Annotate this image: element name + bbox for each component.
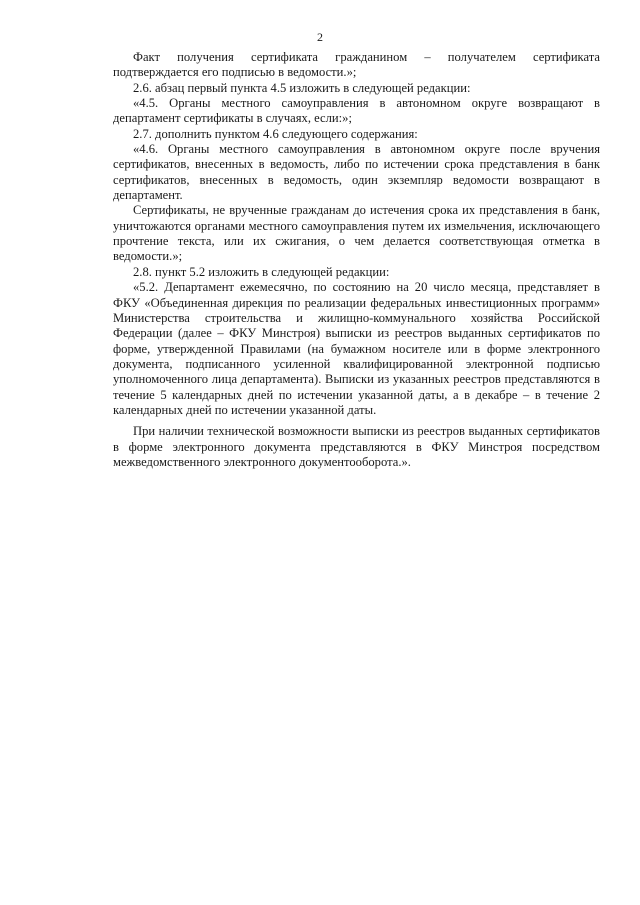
paragraph: «4.6. Органы местного самоуправления в автономном округе после вручения сертификатов, внесенных в ведомость, либо по истечении срока представления в банк сертификатов, внесенных в ведомость, один экземпляр ведомости возвращают в департамент. (113, 142, 600, 203)
paragraph: 2.8. пункт 5.2 изложить в следующей редакции: (133, 264, 390, 279)
paragraph: 2.6. абзац первый пункта 4.5 изложить в следующей редакции: (133, 80, 471, 95)
paragraph: «5.2. Департамент ежемесячно, по состоянию на 20 число месяца, представляет в ФКУ «Объединенная дирекция по реализации федеральных инвестиционных программ» Министерства строительства и жилищно-коммунального хозяйства Российской Федерации (далее – ФКУ Минстроя) выписки из реестров выданных сертификатов по форме, утвержденной Правилами (на бумажном носителе или в форме электронного документа, подписанного усиленной квалифицированной электронной подписью уполномоченного лица департамента). Выписки из указанных реестров представляются в течение 5 календарных дней по истечении указанной даты, а в декабре – в течение 2 календарных дней по истечении указанной даты. (113, 280, 600, 417)
document-body (113, 50, 600, 470)
paragraph: При наличии технической возможности выписки из реестров выданных сертификатов в форме электронного документа представляются в ФКУ Минстроя посредством межведомственного электронного документооборота.». (113, 424, 600, 469)
paragraph: Факт получения сертификата гражданином – получателем сертификата подтверждается его подписью в ведомости.»; (113, 50, 600, 80)
paragraph: Сертификаты, не врученные гражданам до истечения срока их представления в банк, уничтожаются органами местного самоуправления путем их измельчения, исключающего прочтение текста, или их сжигания, о чем делается соответствующая отметка в ведомости.»; (113, 203, 600, 264)
page-number: 2 (317, 30, 323, 44)
paragraph: «4.5. Органы местного самоуправления в автономном округе возвращают в департамент сертификаты в случаях, если:»; (113, 96, 600, 126)
paragraph: 2.7. дополнить пунктом 4.6 следующего содержания: (133, 126, 418, 141)
